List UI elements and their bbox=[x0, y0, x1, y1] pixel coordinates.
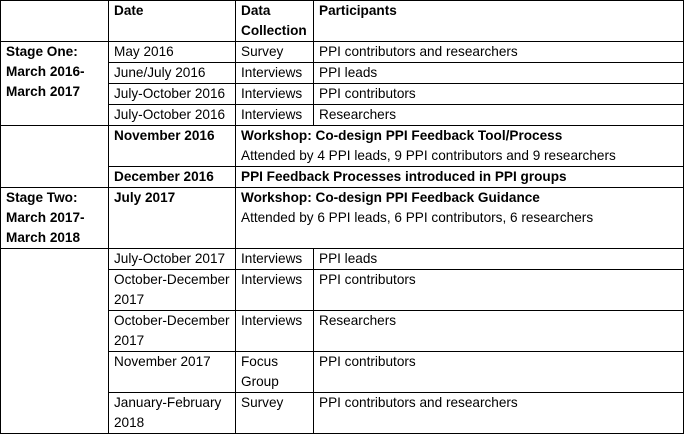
table-row bbox=[1, 42, 684, 63]
header-date: Date bbox=[109, 1, 236, 42]
row-date: October-December 2017 bbox=[109, 270, 236, 311]
workshop-title: Workshop: Co-design PPI Feedback Guidance bbox=[241, 190, 540, 205]
header-data-collection: Data Collection bbox=[236, 1, 314, 42]
row-method: Focus Group bbox=[236, 352, 314, 393]
stage-two-blank-cell bbox=[1, 249, 109, 434]
row-date: July-October 2016 bbox=[109, 84, 236, 105]
table-row bbox=[1, 249, 684, 270]
row-method: Interviews bbox=[236, 105, 314, 126]
row-participants: PPI contributors and researchers bbox=[314, 393, 684, 434]
row-method: Interviews bbox=[236, 63, 314, 84]
row-method: Survey bbox=[236, 42, 314, 63]
header-stage-cell bbox=[1, 1, 109, 42]
row-date: July-October 2017 bbox=[109, 249, 236, 270]
workshop-row bbox=[1, 188, 684, 249]
row-date: November 2017 bbox=[109, 352, 236, 393]
stage-two-label: Stage Two: March 2017-March 2018 bbox=[1, 188, 109, 249]
row-participants: PPI leads bbox=[314, 63, 684, 84]
row-participants: PPI contributors bbox=[314, 352, 684, 393]
header-participants: Participants bbox=[314, 1, 684, 42]
workshop-cell bbox=[236, 126, 684, 167]
workshop-title: Workshop: Co-design PPI Feedback Tool/Process bbox=[241, 128, 563, 143]
row-participants: PPI contributors bbox=[314, 270, 684, 311]
row-participants: Researchers bbox=[314, 105, 684, 126]
row-method: Interviews bbox=[236, 270, 314, 311]
row-participants: PPI contributors bbox=[314, 84, 684, 105]
workshop-detail: Attended by 6 PPI leads, 6 PPI contributors, 6 researchers bbox=[241, 210, 594, 225]
stage-one-blank-cell bbox=[1, 126, 109, 188]
workshop-row bbox=[1, 126, 684, 167]
row-participants: PPI leads bbox=[314, 249, 684, 270]
workshop-cell bbox=[236, 188, 684, 249]
header-row bbox=[1, 1, 684, 42]
workshop-date: November 2016 bbox=[109, 126, 236, 167]
row-date: June/July 2016 bbox=[109, 63, 236, 84]
row-method: Interviews bbox=[236, 84, 314, 105]
workshop-detail: Attended by 4 PPI leads, 9 PPI contributors and 9 researchers bbox=[241, 148, 616, 163]
workshop-date: July 2017 bbox=[109, 188, 236, 249]
row-participants: PPI contributors and researchers bbox=[314, 42, 684, 63]
row-method: Interviews bbox=[236, 311, 314, 352]
row-date: October-December 2017 bbox=[109, 311, 236, 352]
row-date: July-October 2016 bbox=[109, 105, 236, 126]
row-date: January-February 2018 bbox=[109, 393, 236, 434]
stage-one-label: Stage One: March 2016-March 2017 bbox=[1, 42, 109, 126]
row-method: Survey bbox=[236, 393, 314, 434]
row-participants: Researchers bbox=[314, 311, 684, 352]
milestone-date: December 2016 bbox=[109, 167, 236, 188]
row-method: Interviews bbox=[236, 249, 314, 270]
row-date: May 2016 bbox=[109, 42, 236, 63]
milestone-text: PPI Feedback Processes introduced in PPI groups bbox=[236, 167, 684, 188]
